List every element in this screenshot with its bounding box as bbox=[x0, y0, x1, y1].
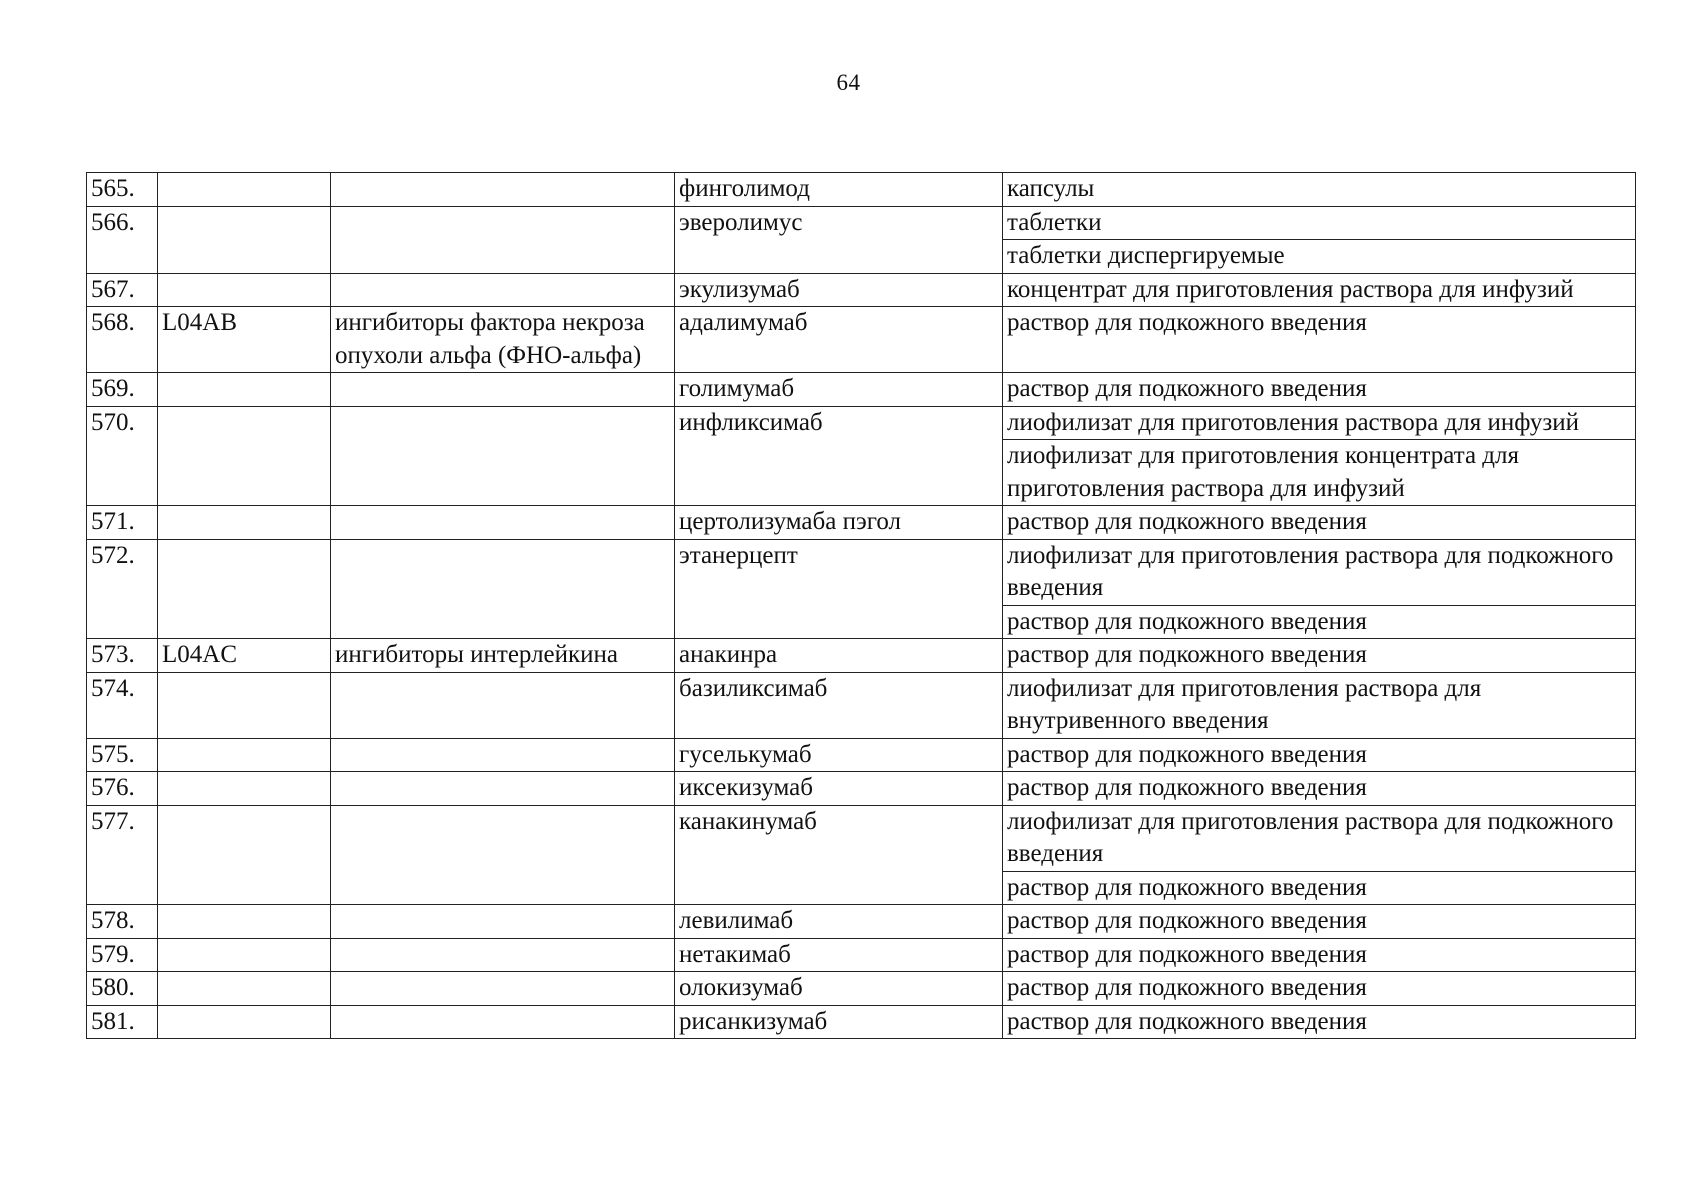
dosage-form-cell: раствор для подкожного введения bbox=[1003, 738, 1636, 772]
group-name-cell bbox=[331, 406, 675, 506]
drug-name-cell: рисанкизумаб bbox=[675, 1005, 1003, 1039]
dosage-form-cell: лиофилизат для приготовления раствора для инфузий bbox=[1003, 406, 1636, 440]
group-name-cell bbox=[331, 738, 675, 772]
dosage-form-cell: раствор для подкожного введения bbox=[1003, 373, 1636, 407]
atc-code-cell bbox=[158, 173, 331, 207]
table-row bbox=[87, 972, 1636, 1006]
dosage-form-cell: лиофилизат для приготовления концентрата для приготовления раствора для инфузий bbox=[1003, 440, 1636, 506]
drug-name-cell: цертолизумаба пэгол bbox=[675, 506, 1003, 540]
dosage-form-cell: раствор для подкожного введения bbox=[1003, 506, 1636, 540]
atc-code-cell bbox=[158, 805, 331, 905]
table-row bbox=[87, 1005, 1636, 1039]
medication-table bbox=[86, 172, 1636, 1039]
drug-name-cell: иксекизумаб bbox=[675, 772, 1003, 806]
row-number-cell: 573. bbox=[87, 639, 158, 673]
row-number-cell: 579. bbox=[87, 938, 158, 972]
page-number: 64 bbox=[836, 70, 861, 95]
atc-code-cell bbox=[158, 672, 331, 738]
group-name-cell bbox=[331, 273, 675, 307]
table-row bbox=[87, 539, 1636, 605]
dosage-form-cell: концентрат для приготовления раствора для инфузий bbox=[1003, 273, 1636, 307]
table-row bbox=[87, 639, 1636, 673]
table-row bbox=[87, 772, 1636, 806]
row-number-cell: 574. bbox=[87, 672, 158, 738]
group-name-cell bbox=[331, 972, 675, 1006]
group-name-cell bbox=[331, 373, 675, 407]
group-name-cell bbox=[331, 805, 675, 905]
table-row bbox=[87, 273, 1636, 307]
atc-code-cell bbox=[158, 738, 331, 772]
row-number-cell: 567. bbox=[87, 273, 158, 307]
atc-code-cell bbox=[158, 1005, 331, 1039]
row-number-cell: 566. bbox=[87, 206, 158, 273]
drug-name-cell: нетакимаб bbox=[675, 938, 1003, 972]
dosage-form-cell: лиофилизат для приготовления раствора для подкожного введения bbox=[1003, 539, 1636, 605]
atc-code-cell bbox=[158, 273, 331, 307]
dosage-form-cell: раствор для подкожного введения bbox=[1003, 307, 1636, 373]
atc-code-cell: L04AC bbox=[158, 639, 331, 673]
dosage-form-cell: лиофилизат для приготовления раствора для внутривенного введения bbox=[1003, 672, 1636, 738]
table-row bbox=[87, 406, 1636, 440]
group-name-cell bbox=[331, 539, 675, 639]
group-name-cell: ингибиторы интерлейкина bbox=[331, 639, 675, 673]
group-name-cell bbox=[331, 506, 675, 540]
drug-name-cell: этанерцепт bbox=[675, 539, 1003, 639]
atc-code-cell bbox=[158, 406, 331, 506]
dosage-form-cell: раствор для подкожного введения bbox=[1003, 605, 1636, 639]
atc-code-cell bbox=[158, 373, 331, 407]
row-number-cell: 570. bbox=[87, 406, 158, 506]
drug-name-cell: финголимод bbox=[675, 173, 1003, 207]
group-name-cell bbox=[331, 173, 675, 207]
atc-code-cell bbox=[158, 772, 331, 806]
dosage-form-cell: таблетки bbox=[1003, 206, 1636, 240]
drug-name-cell: адалимумаб bbox=[675, 307, 1003, 373]
dosage-form-cell: раствор для подкожного введения bbox=[1003, 639, 1636, 673]
dosage-form-cell: раствор для подкожного введения bbox=[1003, 905, 1636, 939]
table-body bbox=[87, 173, 1636, 1039]
group-name-cell bbox=[331, 938, 675, 972]
dosage-form-cell: раствор для подкожного введения bbox=[1003, 772, 1636, 806]
drug-name-cell: экулизумаб bbox=[675, 273, 1003, 307]
atc-code-cell bbox=[158, 938, 331, 972]
drug-name-cell: эверолимус bbox=[675, 206, 1003, 273]
dosage-form-cell: раствор для подкожного введения bbox=[1003, 938, 1636, 972]
dosage-form-cell: таблетки диспергируемые bbox=[1003, 240, 1636, 274]
row-number-cell: 578. bbox=[87, 905, 158, 939]
table-row bbox=[87, 206, 1636, 240]
dosage-form-cell: раствор для подкожного введения bbox=[1003, 1005, 1636, 1039]
atc-code-cell bbox=[158, 539, 331, 639]
table-row bbox=[87, 173, 1636, 207]
group-name-cell bbox=[331, 905, 675, 939]
row-number-cell: 576. bbox=[87, 772, 158, 806]
table-row bbox=[87, 805, 1636, 871]
atc-code-cell bbox=[158, 972, 331, 1006]
table-row bbox=[87, 738, 1636, 772]
drug-name-cell: голимумаб bbox=[675, 373, 1003, 407]
table-row bbox=[87, 905, 1636, 939]
table-row bbox=[87, 938, 1636, 972]
table-row bbox=[87, 373, 1636, 407]
row-number-cell: 581. bbox=[87, 1005, 158, 1039]
atc-code-cell bbox=[158, 206, 331, 273]
atc-code-cell bbox=[158, 905, 331, 939]
drug-name-cell: базиликсимаб bbox=[675, 672, 1003, 738]
row-number-cell: 565. bbox=[87, 173, 158, 207]
group-name-cell: ингибиторы фактора некроза опухоли альфа (ФНО-альфа) bbox=[331, 307, 675, 373]
group-name-cell bbox=[331, 672, 675, 738]
group-name-cell bbox=[331, 206, 675, 273]
drug-name-cell: анакинра bbox=[675, 639, 1003, 673]
drug-name-cell: гуселькумаб bbox=[675, 738, 1003, 772]
drug-name-cell: левилимаб bbox=[675, 905, 1003, 939]
row-number-cell: 571. bbox=[87, 506, 158, 540]
drug-name-cell: канакинумаб bbox=[675, 805, 1003, 905]
atc-code-cell: L04AB bbox=[158, 307, 331, 373]
row-number-cell: 575. bbox=[87, 738, 158, 772]
table-row bbox=[87, 672, 1636, 738]
drug-name-cell: олокизумаб bbox=[675, 972, 1003, 1006]
table-row bbox=[87, 307, 1636, 373]
dosage-form-cell: капсулы bbox=[1003, 173, 1636, 207]
dosage-form-cell: раствор для подкожного введения bbox=[1003, 871, 1636, 905]
group-name-cell bbox=[331, 1005, 675, 1039]
row-number-cell: 572. bbox=[87, 539, 158, 639]
row-number-cell: 569. bbox=[87, 373, 158, 407]
drug-name-cell: инфликсимаб bbox=[675, 406, 1003, 506]
atc-code-cell bbox=[158, 506, 331, 540]
dosage-form-cell: раствор для подкожного введения bbox=[1003, 972, 1636, 1006]
table-row bbox=[87, 506, 1636, 540]
row-number-cell: 580. bbox=[87, 972, 158, 1006]
row-number-cell: 577. bbox=[87, 805, 158, 905]
dosage-form-cell: лиофилизат для приготовления раствора для подкожного введения bbox=[1003, 805, 1636, 871]
group-name-cell bbox=[331, 772, 675, 806]
row-number-cell: 568. bbox=[87, 307, 158, 373]
